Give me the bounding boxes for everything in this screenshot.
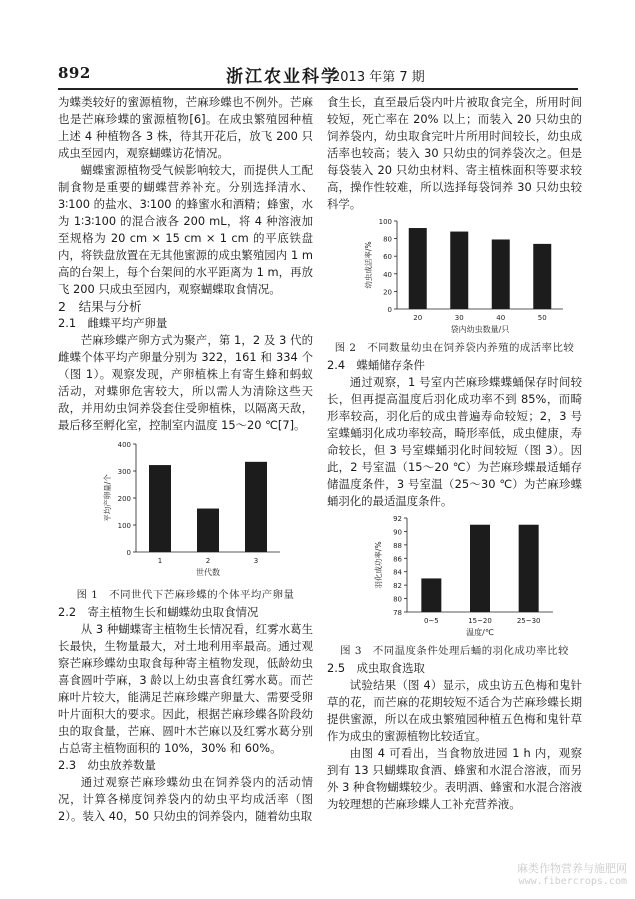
bar (409, 228, 427, 309)
section-heading: 2 结果与分析 (58, 299, 142, 314)
y-tick-label: 40 (383, 270, 392, 279)
subsection-heading: 2.3 幼虫放养数量 (58, 758, 156, 772)
bar (492, 239, 510, 309)
bar (149, 465, 171, 552)
watermark-text: 麻类作物营养与施肥网 (517, 862, 627, 875)
x-axis-label: 温度/℃ (466, 628, 494, 637)
subsection-heading: 2.1 雌蝶平均产卵量 (58, 316, 168, 330)
x-tick-label: 40 (496, 314, 506, 322)
y-tick-label: 78 (393, 609, 402, 617)
y-tick-label: 80 (383, 235, 392, 244)
x-axis-label: 袋内幼虫数量/只 (450, 325, 510, 334)
paragraph: 食生长，直至最后袋内叶片被取食完全，所用时间较短，死亡率在 20% 以上；而装入 20 只幼虫的饲养袋内，幼虫取食完叶片所用时间较长，幼虫成活率也较高；装入 30 只幼虫的饲养袋次之。但是每袋装入 20 只幼虫材料、寄主植株面积等要求较高，操作性较难，所以选择每袋饲养 30 只幼虫较科学。 (327, 95, 582, 211)
page-header (58, 62, 578, 86)
figure-1-caption: 图 1 不同世代下芒麻珍蝶的个体平均产卵量 (76, 589, 295, 601)
y-axis-label: 羽化成功率/% (374, 541, 383, 589)
watermark-url: www.fibercrops.com (518, 876, 627, 887)
y-tick-label: 80 (393, 595, 402, 604)
figure-2-chart (327, 213, 582, 335)
y-tick-label: 82 (393, 582, 402, 591)
y-tick-label: 86 (393, 555, 402, 564)
y-tick-label: 200 (117, 495, 131, 503)
y-tick-label: 100 (378, 218, 392, 226)
paragraph: 通过观察，1 号室内芒麻珍蝶蝶蛹保存时间较长，但再提高温度后羽化成功率不到 85%，而畸形率较高，羽化后的成虫普遍寿命较短；2，3 号室蝶蛹羽化成功率较高，畸形率低，成虫健康，寿命较长，但 3 号室蝶蛹羽化时间较短（图 3）。因此，2 号室温（15～20 ℃）为芒麻珍蝶最适蛹存储温度条件，3 号室温（25～30 ℃）为芒麻珍蝶蛹羽化的最适温度条件。 (327, 375, 582, 508)
subsection-heading: 2.4 蝶蛹储存条件 (327, 358, 425, 372)
x-tick-label: 25~30 (516, 617, 541, 625)
y-axis-label: 平均产卵量/个 (103, 474, 112, 522)
page-number: 892 (58, 64, 91, 82)
x-tick-label: 20 (413, 314, 423, 322)
header-rule (58, 88, 578, 90)
x-axis-label: 世代数 (196, 568, 220, 577)
paragraph: 试验结果（图 4）显示，成虫访五色梅和鬼针草的花，而芒麻的花期较短不适合为芒麻珍蝶长期提供蜜源，所以在成虫繁殖园种植五色梅和鬼针草作为成虫的蜜源植物比较适宜。 (327, 678, 582, 743)
y-axis-label: 幼虫成活率/% (364, 241, 373, 289)
paragraph: 由图 4 可看出，当食物放进园 1 h 内，观察到有 13 只蝴蝶取食酒、蜂蜜和水混合溶液，而另外 3 种食物蝴蝶较少。表明酒、蜂蜜和水混合溶液为较理想的芒麻珍蝶人工补充营养液。 (327, 746, 582, 811)
bar (421, 578, 441, 612)
subsection-heading: 2.5 成虫取食选取 (327, 661, 425, 675)
paragraph: 蝴蝶蜜源植物受气候影响较大，而提供人工配制食物是重要的蝴蝶营养补充。分别选择清水、3∶100 的盐水、3∶100 的蜂蜜水和酒精；蜂蜜，水为 1∶3∶100 的混合液各 200 mL，将 4 种溶液加至规格为 20 cm × 15 cm × 1 cm 的平底铁盘内，将铁盘放置在无其他蜜源的成虫繁殖园内 1 m 高的台架上，每个台架间的水平距离为 1 m，再放飞 200 只成虫至园内，观察蝴蝶取食情况。 (58, 163, 313, 296)
y-tick-label: 100 (117, 522, 131, 530)
journal-name: 浙江农业科学 (226, 67, 340, 87)
bar (470, 525, 490, 612)
y-tick-label: 88 (393, 541, 402, 550)
paragraph: 为蝶类较好的蜜源植物，芒麻珍蝶也不例外。芒麻也是芒麻珍蝶的蜜源植物[6]。在成虫繁殖园种植上述 4 种植物各 3 株，待其开花后，放飞 200 只成虫至园内，观察蝴蝶访花情况。 (58, 95, 313, 160)
paragraph: 通过观察芒麻珍蝶幼虫在饲养袋内的活动情况，计算各梯度饲养袋内的幼虫平均成活率（图 2）。装入 40，50 只幼虫的饲养袋内，随着幼虫取 (58, 775, 313, 823)
y-tick-label: 400 (117, 441, 131, 449)
issue-label: 2013 年第 7 期 (332, 70, 425, 85)
subsection-heading: 2.2 寄主植物生长和蝴蝶幼虫取食情况 (58, 605, 259, 619)
x-tick-label: 2 (205, 557, 211, 565)
y-tick-label: 0 (126, 549, 131, 557)
figure-2-caption: 图 2 不同数量幼虫在饲养袋内养殖的成活率比较 (334, 342, 575, 354)
x-tick-label: 3 (253, 557, 259, 565)
bar (519, 525, 539, 612)
y-tick-label: 0 (387, 306, 392, 314)
figure-1-chart (58, 434, 313, 582)
x-tick-label: 15~20 (468, 617, 492, 625)
bar (533, 244, 551, 309)
right-column (327, 94, 582, 813)
x-tick-label: 0~5 (423, 617, 439, 625)
y-tick-label: 84 (393, 568, 402, 577)
figure-3-caption: 图 3 不同温度条件处理后蛹的羽化成功率比较 (340, 645, 569, 657)
bar (245, 462, 267, 552)
y-tick-label: 90 (393, 528, 402, 537)
y-tick-label: 20 (383, 288, 392, 297)
bar (450, 232, 468, 309)
x-tick-label: 1 (157, 557, 163, 565)
y-tick-label: 92 (393, 515, 402, 523)
y-tick-label: 60 (383, 253, 392, 262)
figure-3-chart (327, 510, 582, 638)
bar (197, 509, 219, 552)
x-tick-label: 50 (537, 314, 547, 322)
paragraph: 芒麻珍蝶产卵方式为聚产，第 1，2 及 3 代的雌蝶个体平均产卵量分别为 322，161 和 334 个（图 1）。观察发现，产卵植株上有寄生蜂和蚂蚁活动，对蝶卵危害较大，所以需人为清除这些天敌，并用幼虫饲养袋套住受卵植株，以隔离天敌，最后移至孵化室，控制室内温度 15～20 ℃[7]。 (58, 333, 313, 432)
x-tick-label: 30 (454, 314, 464, 322)
paragraph: 从 3 种蝴蝶寄主植物生长情况看，红雾水葛生长最快，生物量最大，对土地利用率最高。通过观察芒麻珍蝶幼虫取食每种寄主植物发现，低龄幼虫喜食圆叶苧麻，3 龄以上幼虫喜食红雾水葛。而芒麻叶片较大，能满足芒麻珍蝶产卵量大、需要受卵叶片面积大的要求。因此，根据芒麻珍蝶各阶段幼虫的取食量，芒麻、圆叶木芒麻以及红雾水葛分别占总寄主植物面积的 10%，30% 和 60%。 (58, 622, 313, 755)
y-tick-label: 300 (117, 468, 131, 476)
left-column (58, 94, 313, 825)
